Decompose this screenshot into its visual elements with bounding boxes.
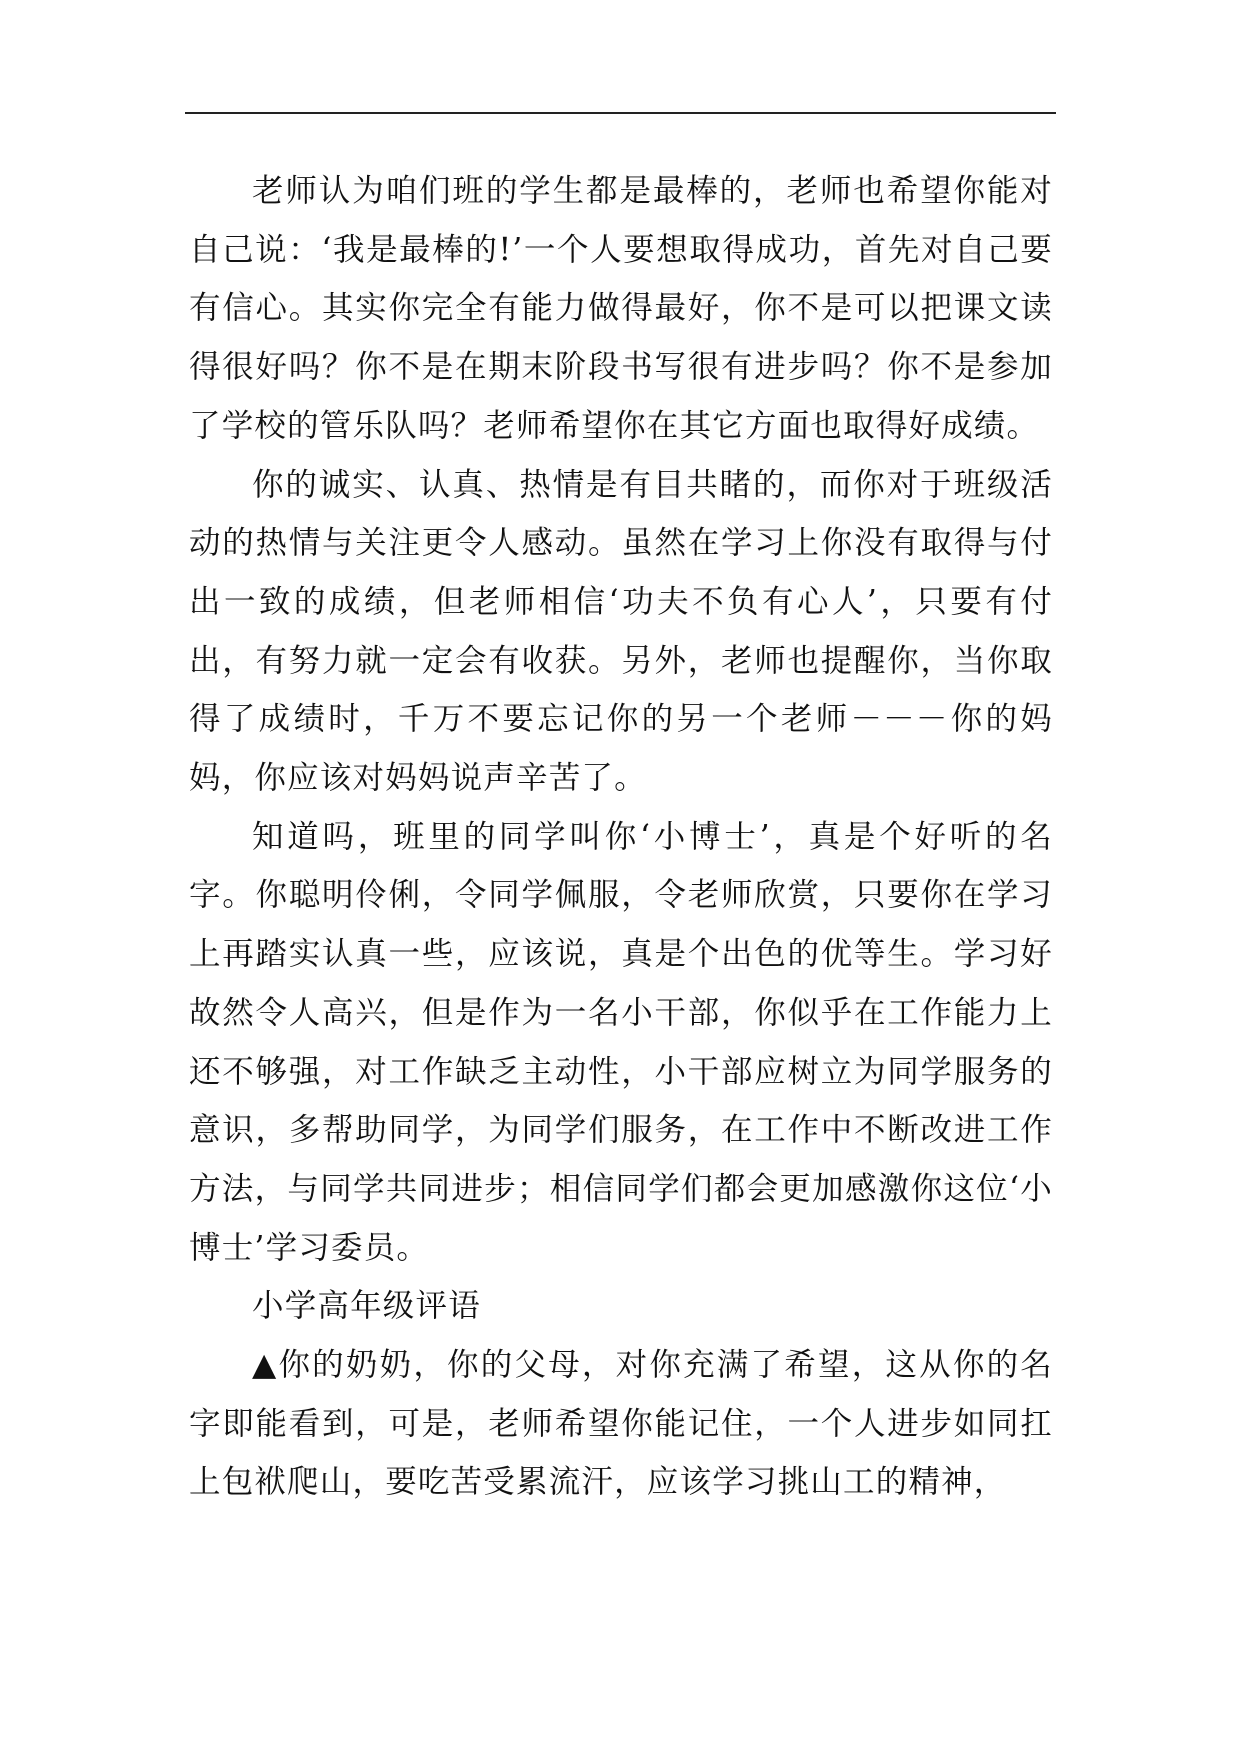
paragraph-1: 老师认为咱们班的学生都是最棒的，老师也希望你能对自己说：‘我是最棒的!’一个人要想取得成功，首先对自己要有信心。其实你完全有能力做得最好，你不是可以把课文读得很好吗？你不是在期末阶段书写很有进步吗？你不是参加了学校的管乐队吗？老师希望你在其它方面也取得好成绩。	[189, 173, 1053, 444]
header-rule	[185, 112, 1056, 114]
paragraph-3: 知道吗，班里的同学叫你‘小博士’，真是个好听的名字。你聪明伶俐，令同学佩服，令老师欣赏，只要你在学习上再踏实认真一些，应该说，真是个出色的优等生。学习好故然令人高兴，但是作为一名小干部，你似乎在工作能力上还不够强，对工作缺乏主动性，小干部应树立为同学服务的意识，多帮助同学，为同学们服务，在工作中不断改进工作方法，与同学共同进步；相信同学们都会更加感激你这位‘小博士’学习委员。	[189, 818, 1054, 1266]
section-heading: 小学高年级评语	[252, 1288, 481, 1325]
document-body	[189, 162, 1053, 1512]
paragraph-2: 你的诚实、认真、热情是有目共睹的，而你对于班级活动的热情与关注更令人感动。虽然在学习上你没有取得与付出一致的成绩，但老师相信‘功夫不负有心人’，只要有付出，有努力就一定会有收获。另外，老师也提醒你，当你取得了成绩时，千万不要忘记你的另一个老师－－－你的妈妈，你应该对妈妈说声辛苦了。	[189, 466, 1053, 797]
paragraph-4: ▲你的奶奶，你的父母，对你充满了希望，这从你的名字即能看到，可是，老师希望你能记住，一个人进步如同扛上包袱爬山，要吃苦受累流汗，应该学习挑山工的精神，	[189, 1347, 1053, 1501]
